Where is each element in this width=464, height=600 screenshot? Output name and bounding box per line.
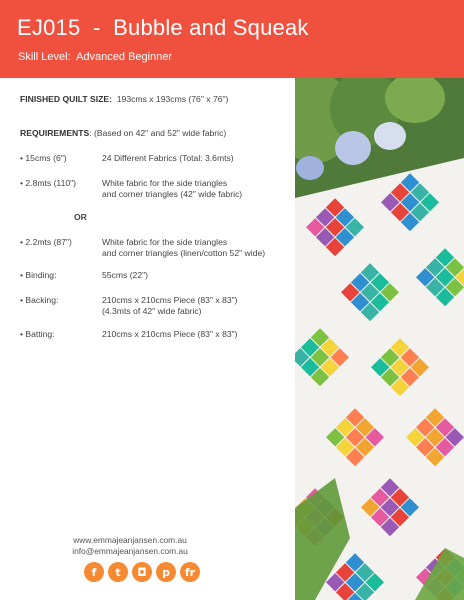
- requirement-row: [20, 153, 290, 165]
- requirement-row: [20, 178, 290, 202]
- requirement-desc: 55cms (22"): [102, 270, 149, 280]
- requirement-desc: (4.3mts of 42" wide fabric): [102, 306, 202, 316]
- requirement-desc: 210cms x 210cms Piece (83" x 83"): [102, 295, 238, 305]
- finished-size-value: 193cms x 193cms (76" x 76"): [116, 94, 229, 104]
- requirement-desc: 210cms x 210cms Piece (83" x 83"): [102, 329, 238, 339]
- facebook-icon[interactable]: f: [84, 562, 104, 582]
- requirement-qty: • Batting:: [20, 329, 55, 339]
- requirements-note: : (Based on 42" and 52" wide fabric): [89, 128, 227, 138]
- requirement-desc: 24 Different Fabrics (Total: 3.6mts): [102, 153, 234, 163]
- flickr-icon[interactable]: fr: [180, 562, 200, 582]
- requirement-qty: • 15cms (6"): [20, 153, 67, 163]
- finished-size: [20, 94, 228, 104]
- twitter-icon[interactable]: t: [108, 562, 128, 582]
- requirement-desc: White fabric for the side triangles: [102, 237, 228, 247]
- requirement-row: [20, 329, 290, 341]
- requirement-desc: White fabric for the side triangles: [102, 178, 228, 188]
- skill-level: Skill Level: Advanced Beginner: [18, 51, 173, 63]
- requirement-desc: and corner triangles (linen/cotton 52" wide): [102, 248, 266, 258]
- requirement-qty: • Binding:: [20, 270, 57, 280]
- pinterest-icon[interactable]: p: [156, 562, 176, 582]
- email-link[interactable]: info@emmajeanjansen.com.au: [72, 546, 188, 556]
- social-icons: [84, 562, 200, 582]
- header-banner: [0, 0, 464, 78]
- requirements-heading: [20, 128, 226, 138]
- quilt-photo: [295, 78, 464, 600]
- website-link[interactable]: www.emmajeanjansen.com.au: [73, 535, 187, 545]
- finished-size-label: FINISHED QUILT SIZE:: [20, 94, 112, 104]
- requirement-qty: • 2.8mts (110"): [20, 178, 77, 188]
- quilt-illustration: [295, 78, 464, 600]
- requirement-row: [20, 270, 290, 282]
- requirement-qty: • Backing:: [20, 295, 59, 305]
- contact-info: [60, 535, 200, 557]
- requirement-row: [20, 237, 290, 261]
- or-divider: OR: [74, 212, 87, 222]
- requirement-row: [20, 295, 290, 319]
- page-title: EJ015 - Bubble and Squeak: [17, 15, 309, 40]
- requirement-qty: • 2.2mts (87"): [20, 237, 72, 247]
- requirement-desc: and corner triangles (42" wide fabric): [102, 189, 243, 199]
- requirements-label: REQUIREMENTS: [20, 128, 90, 138]
- instagram-icon[interactable]: ◘: [132, 562, 152, 582]
